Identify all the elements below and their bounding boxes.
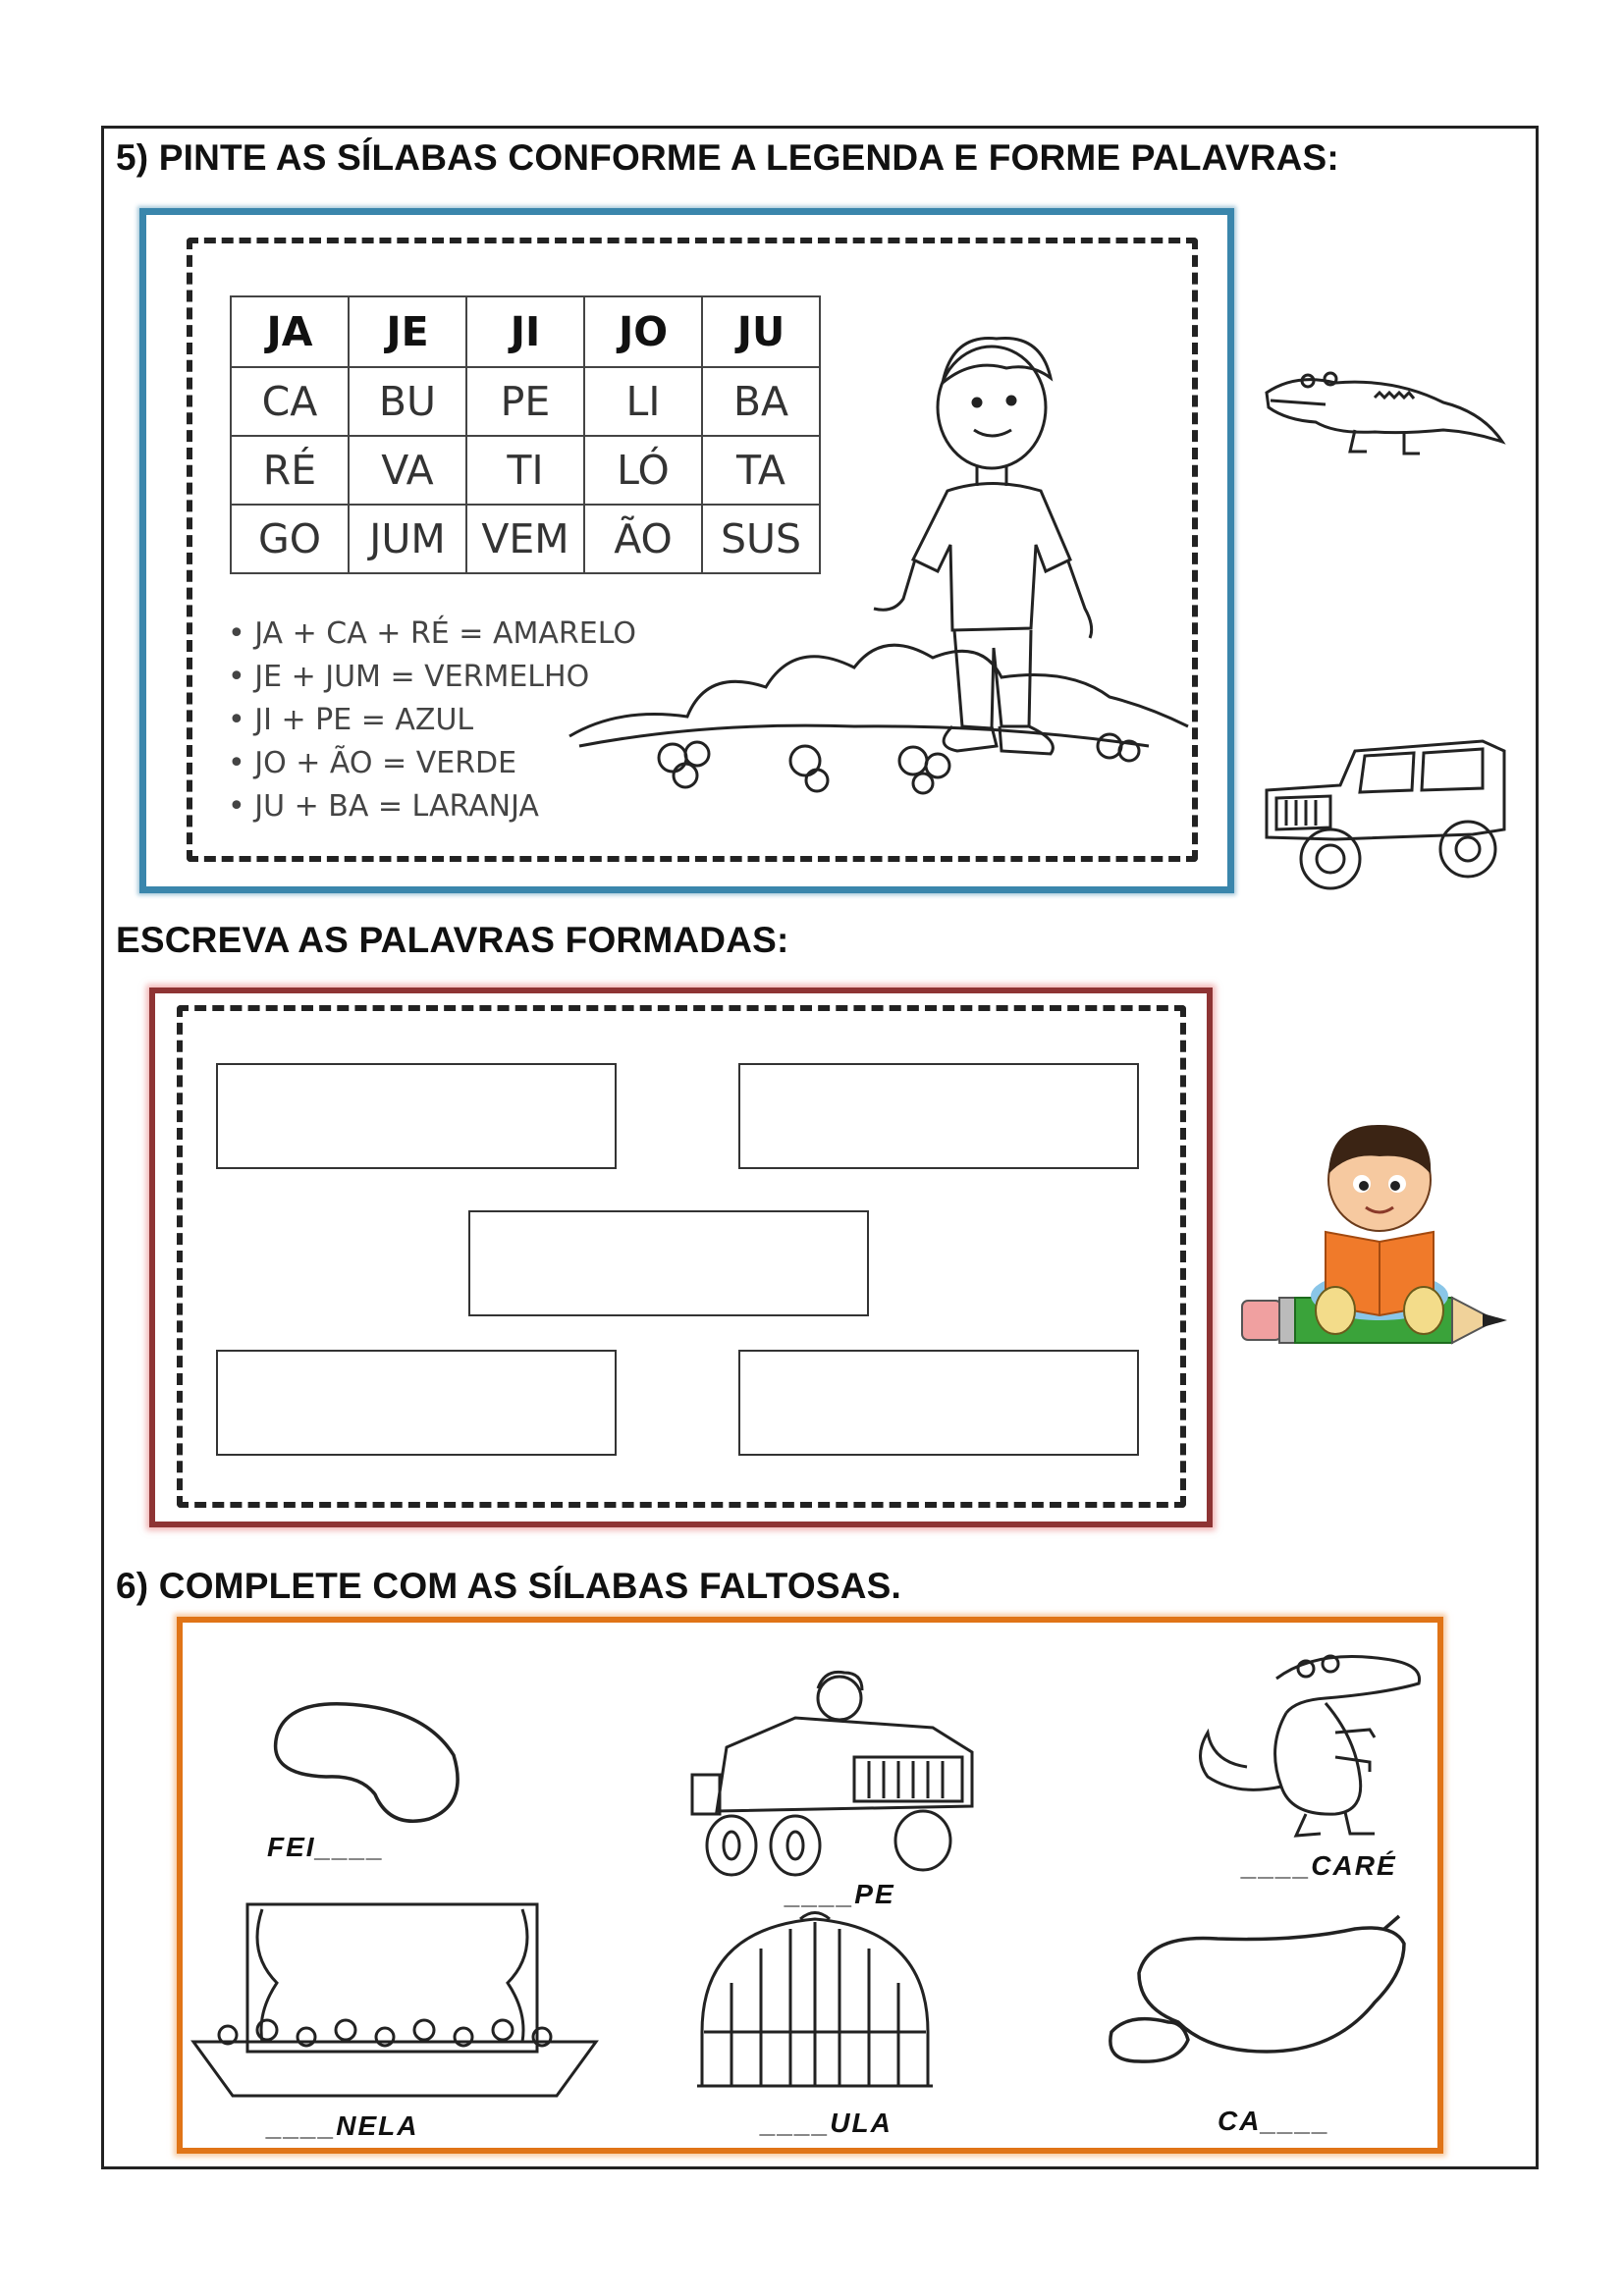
syllable-cell[interactable]: JE [349,296,466,367]
syllable-cell[interactable]: CA [231,367,349,436]
syllable-cell[interactable]: LÓ [584,436,702,505]
legend-item: • JI + PE = AZUL [228,699,636,742]
syllable-cell[interactable]: RÉ [231,436,349,505]
missing-syllable-word[interactable]: ____ULA [761,2108,893,2138]
alligator-icon [1257,353,1512,461]
syllable-cell[interactable]: LI [584,367,702,436]
legend-item: • JE + JUM = VERMELHO [228,656,636,699]
section6-heading: 6) COMPLETE COM AS SÍLABAS FALTOSAS. [116,1566,902,1606]
syllable-cell[interactable]: BA [702,367,820,436]
syllable-cell[interactable]: JO [584,296,702,367]
syllable-cell[interactable]: JU [702,296,820,367]
syllable-cell[interactable]: TA [702,436,820,505]
answer-box[interactable] [468,1210,869,1316]
cashew-icon [1100,1914,1424,2091]
syllable-cell[interactable]: SUS [702,505,820,573]
boy-driving-jeep-icon [687,1659,982,1880]
answer-box[interactable] [216,1063,617,1169]
syllable-cell[interactable]: JA [231,296,349,367]
syllable-cell[interactable]: ÃO [584,505,702,573]
write-section-heading: ESCREVA AS PALAVRAS FORMADAS: [116,920,789,960]
syllable-cell[interactable]: VEM [466,505,584,573]
window-flower-box-icon [189,1895,601,2115]
legend-item: • JO + ÃO = VERDE [228,742,636,785]
answer-box[interactable] [738,1063,1139,1169]
syllable-cell[interactable]: JI [466,296,584,367]
missing-syllable-word[interactable]: CA____ [1218,2106,1330,2136]
jeep-icon [1247,712,1512,893]
answer-box[interactable] [216,1350,617,1456]
missing-syllable-word[interactable]: ____CARÉ [1242,1850,1397,1881]
boy-reading-on-pencil-icon [1232,1109,1527,1364]
answer-box[interactable] [738,1350,1139,1456]
syllable-cell[interactable]: BU [349,367,466,436]
legend-item: • JU + BA = LARANJA [228,785,636,828]
syllable-cell[interactable]: VA [349,436,466,505]
standing-alligator-icon [1188,1639,1434,1845]
section5-heading: 5) PINTE AS SÍLABAS CONFORME A LEGENDA E FORME PALAVRAS: [116,137,1339,178]
boy-standing-icon [560,314,1198,805]
birdcage-icon [692,1904,938,2101]
syllable-cell[interactable]: TI [466,436,584,505]
syllable-cell[interactable]: JUM [349,505,466,573]
legend-item: • JA + CA + RÉ = AMARELO [228,613,636,656]
missing-syllable-word[interactable]: FEI____ [267,1832,385,1862]
bean-icon [257,1696,473,1834]
syllable-cell[interactable]: PE [466,367,584,436]
missing-syllable-word[interactable]: ____NELA [267,2110,419,2141]
syllable-cell[interactable]: GO [231,505,349,573]
missing-syllable-word[interactable]: ____PE [785,1879,895,1909]
